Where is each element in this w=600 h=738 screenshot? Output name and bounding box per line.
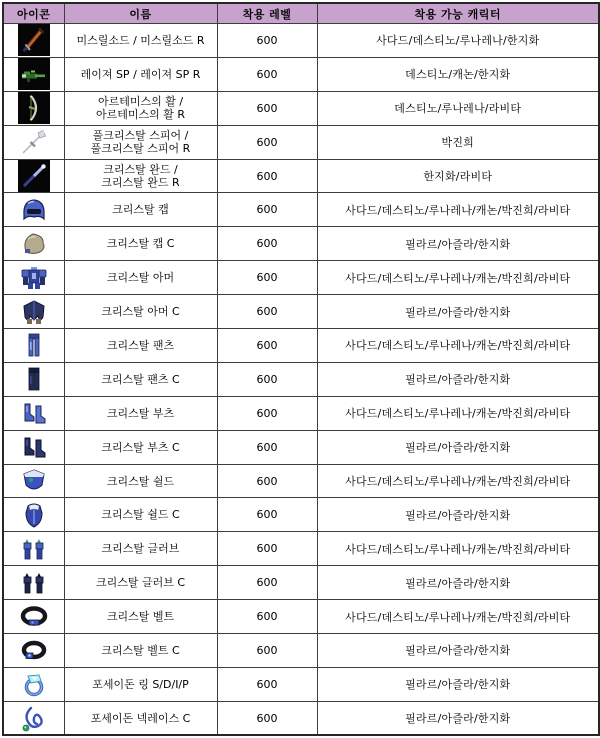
- table-row: [3, 295, 599, 329]
- item-level: 600: [217, 701, 317, 735]
- item-name-line: 크리스탈 캡 C: [106, 237, 175, 251]
- table-row: [3, 261, 599, 295]
- table-row: [3, 125, 599, 159]
- item-name: [64, 91, 217, 125]
- item-name-line: 크리스탈 벨트: [106, 610, 175, 624]
- item-icon-cell: [3, 362, 64, 396]
- crystal-belt-c-icon: [19, 635, 49, 665]
- item-icon-cell: [3, 532, 64, 566]
- item-level: 600: [217, 91, 317, 125]
- item-level: 600: [217, 24, 317, 58]
- item-icon-cell: [3, 701, 64, 735]
- item-name: [64, 600, 217, 634]
- item-name-line: 크리스탈 아머: [106, 271, 175, 285]
- item-name-line: 풀크리스탈 스피어 R: [90, 142, 191, 156]
- item-icon-cell: [3, 227, 64, 261]
- item-characters: 사다드/데스티노/루나레나/캐논/박진희/라비타: [317, 532, 599, 566]
- item-name: [64, 193, 217, 227]
- table-row: [3, 57, 599, 91]
- item-level: 600: [217, 667, 317, 701]
- item-level: 600: [217, 57, 317, 91]
- table-row: [3, 24, 599, 58]
- item-name-line: 풀크리스탈 스피어 /: [92, 129, 189, 143]
- item-icon-cell: [3, 193, 64, 227]
- item-level: 600: [217, 464, 317, 498]
- fullcrystal-spear-icon: [19, 127, 49, 157]
- item-name-line: 크리스탈 완드 R: [101, 176, 180, 189]
- item-level: 600: [217, 295, 317, 329]
- crystal-armor-c-icon: [19, 297, 49, 327]
- item-name: [64, 566, 217, 600]
- item-name: [64, 362, 217, 396]
- item-characters: 필라르/아즐라/한지화: [317, 362, 599, 396]
- item-table: [2, 2, 600, 736]
- item-level: 600: [217, 566, 317, 600]
- item-name-line: 크리스탈 팬츠: [106, 338, 175, 352]
- item-level: 600: [217, 329, 317, 363]
- header-icon: 아이콘: [3, 3, 64, 24]
- item-name-line: 아르테미스의 활 R: [95, 108, 186, 122]
- header-row: [3, 3, 599, 24]
- mithril-sword-icon: [18, 24, 50, 56]
- item-name: [64, 159, 217, 193]
- item-characters: 데스티노/캐논/한지화: [317, 57, 599, 91]
- item-name: [64, 24, 217, 58]
- item-name: [64, 667, 217, 701]
- item-characters: 사다드/데스티노/루나레나/한지화: [317, 24, 599, 58]
- item-icon-cell: [3, 464, 64, 498]
- item-icon-cell: [3, 159, 64, 193]
- table-row: [3, 600, 599, 634]
- item-characters: 사다드/데스티노/루나레나/캐논/박진희/라비타: [317, 261, 599, 295]
- table-row: [3, 227, 599, 261]
- item-characters: 필라르/아즐라/한지화: [317, 634, 599, 668]
- item-name-line: 크리스탈 부츠: [106, 406, 175, 420]
- table-row: [3, 701, 599, 735]
- table-row: [3, 566, 599, 600]
- crystal-glove-icon: [19, 534, 49, 564]
- item-icon-cell: [3, 667, 64, 701]
- item-name-line: 크리스탈 캡: [112, 203, 169, 217]
- item-characters: 한지화/라비타: [317, 159, 599, 193]
- item-characters: 데스티노/루나레나/라비타: [317, 91, 599, 125]
- item-name-line: 포세이돈 넥레이스 C: [90, 711, 191, 725]
- item-level: 600: [217, 396, 317, 430]
- item-level: 600: [217, 261, 317, 295]
- item-name: [64, 125, 217, 159]
- item-name-line: 크리스탈 글러브 C: [95, 576, 186, 590]
- item-name-line: 레이져 SP / 레이져 SP R: [80, 67, 201, 81]
- item-name: [64, 701, 217, 735]
- item-level: 600: [217, 125, 317, 159]
- poseidon-necklace-icon: [19, 703, 49, 733]
- item-name: [64, 227, 217, 261]
- item-icon-cell: [3, 329, 64, 363]
- table-row: [3, 498, 599, 532]
- table-row: [3, 634, 599, 668]
- item-name-line: 크리스탈 부츠 C: [101, 440, 180, 454]
- table-row: [3, 464, 599, 498]
- table-row: [3, 193, 599, 227]
- item-name-line: 미스릴소드 / 미스릴소드 R: [76, 33, 205, 47]
- item-name-line: 포세이돈 링 S/D/I/P: [92, 677, 189, 691]
- crystal-boots-c-icon: [19, 432, 49, 462]
- item-characters: 필라르/아즐라/한지화: [317, 227, 599, 261]
- item-name: [64, 295, 217, 329]
- item-icon-cell: [3, 91, 64, 125]
- crystal-glove-c-icon: [19, 568, 49, 598]
- artemis-bow-icon: [18, 92, 50, 124]
- item-name: [64, 532, 217, 566]
- item-icon-cell: [3, 634, 64, 668]
- item-icon-cell: [3, 396, 64, 430]
- table-row: [3, 91, 599, 125]
- item-icon-cell: [3, 566, 64, 600]
- table-row: [3, 430, 599, 464]
- item-name: [64, 396, 217, 430]
- poseidon-ring-icon: [19, 669, 49, 699]
- crystal-cap-c-icon: [19, 229, 49, 259]
- item-icon-cell: [3, 295, 64, 329]
- item-name-line: 크리스탈 아머 C: [101, 305, 180, 319]
- crystal-boots-icon: [19, 398, 49, 428]
- item-level: 600: [217, 193, 317, 227]
- item-characters: 사다드/데스티노/루나레나/캐논/박진희/라비타: [317, 193, 599, 227]
- item-name: [64, 430, 217, 464]
- item-level: 600: [217, 532, 317, 566]
- table-row: [3, 532, 599, 566]
- table-row: [3, 329, 599, 363]
- item-name-line: 크리스탈 쉴드: [106, 474, 175, 488]
- item-characters: 필라르/아즐라/한지화: [317, 701, 599, 735]
- item-level: 600: [217, 362, 317, 396]
- item-level: 600: [217, 634, 317, 668]
- header-level: 착용 레벨: [217, 3, 317, 24]
- item-icon-cell: [3, 261, 64, 295]
- item-level: 600: [217, 430, 317, 464]
- item-name: [64, 464, 217, 498]
- item-name-line: 크리스탈 팬츠 C: [101, 372, 180, 386]
- item-name: [64, 329, 217, 363]
- crystal-wand-icon: [18, 160, 50, 192]
- table-row: [3, 159, 599, 193]
- item-characters: 필라르/아즐라/한지화: [317, 498, 599, 532]
- item-level: 600: [217, 227, 317, 261]
- item-icon-cell: [3, 498, 64, 532]
- item-characters: 사다드/데스티노/루나레나/캐논/박진희/라비타: [317, 329, 599, 363]
- item-level: 600: [217, 498, 317, 532]
- item-level: 600: [217, 600, 317, 634]
- item-level: 600: [217, 159, 317, 193]
- item-characters: 필라르/아즐라/한지화: [317, 566, 599, 600]
- item-icon-cell: [3, 125, 64, 159]
- item-characters: 박진희: [317, 125, 599, 159]
- item-characters: 사다드/데스티노/루나레나/캐논/박진희/라비타: [317, 464, 599, 498]
- item-icon-cell: [3, 600, 64, 634]
- item-characters: 필라르/아즐라/한지화: [317, 295, 599, 329]
- laser-sp-icon: [18, 58, 50, 90]
- item-characters: 필라르/아즐라/한지화: [317, 430, 599, 464]
- item-table-body: [3, 24, 599, 736]
- crystal-armor-icon: [19, 263, 49, 293]
- crystal-pants-c-icon: [19, 364, 49, 394]
- header-name: 이름: [64, 3, 217, 24]
- item-icon-cell: [3, 24, 64, 58]
- table-row: [3, 362, 599, 396]
- item-characters: 사다드/데스티노/루나레나/캐논/박진희/라비타: [317, 396, 599, 430]
- header-characters: 착용 가능 캐릭터: [317, 3, 599, 24]
- item-name-line: 크리스탈 글러브: [101, 542, 180, 556]
- item-characters: 사다드/데스티노/루나레나/캐논/박진희/라비타: [317, 600, 599, 634]
- crystal-belt-icon: [19, 602, 49, 632]
- item-name: [64, 57, 217, 91]
- crystal-shield-icon: [19, 466, 49, 496]
- item-name-line: 크리스탈 쉴드 C: [101, 508, 180, 522]
- item-icon-cell: [3, 57, 64, 91]
- item-characters: 필라르/아즐라/한지화: [317, 667, 599, 701]
- table-row: [3, 396, 599, 430]
- item-name-line: 크리스탈 완드 /: [103, 163, 178, 176]
- item-icon-cell: [3, 430, 64, 464]
- item-name: [64, 634, 217, 668]
- item-name: [64, 261, 217, 295]
- item-name-line: 아르테미스의 활 /: [97, 95, 184, 109]
- table-row: [3, 667, 599, 701]
- item-name-line: 크리스탈 벨트 C: [101, 643, 180, 657]
- crystal-cap-icon: [19, 195, 49, 225]
- crystal-shield-c-icon: [19, 500, 49, 530]
- item-name: [64, 498, 217, 532]
- crystal-pants-icon: [19, 330, 49, 360]
